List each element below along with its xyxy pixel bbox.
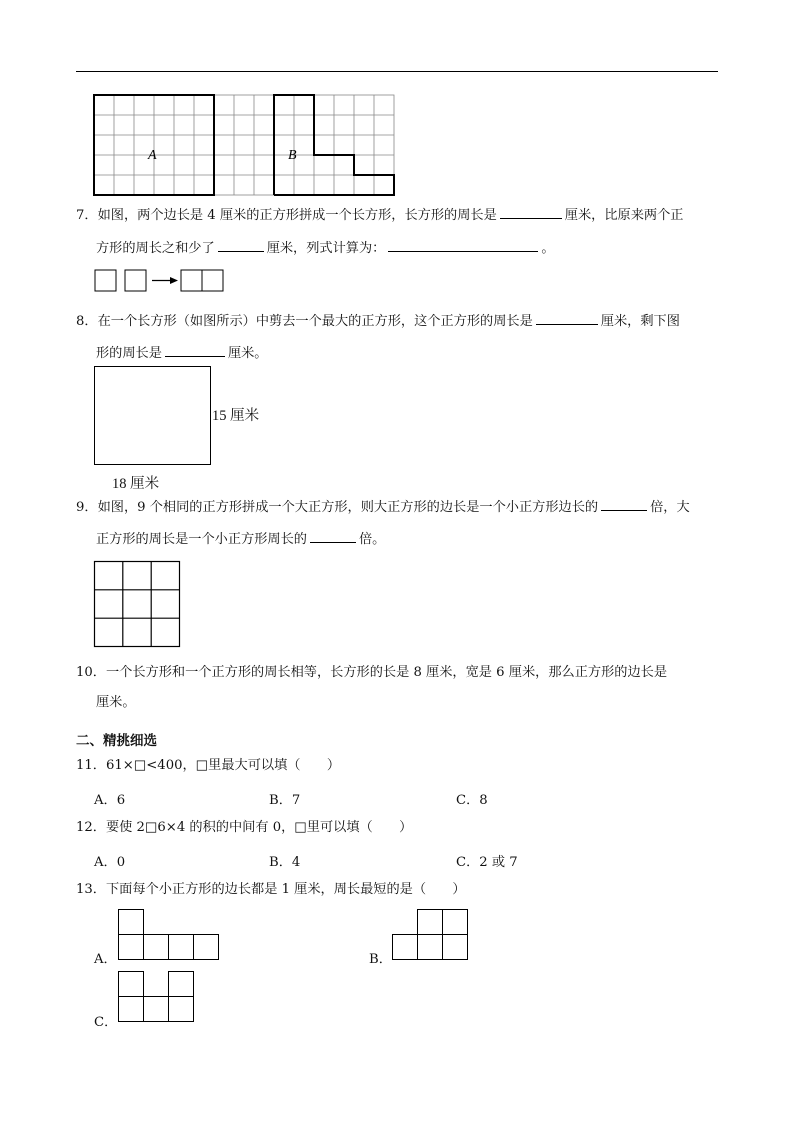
q8-blank-2[interactable] xyxy=(165,343,225,357)
q13-stem: 13．下面每个小正方形的边长都是 1 厘米，周长最短的是（ ） xyxy=(76,882,466,897)
shape-a-label: A xyxy=(148,148,157,163)
q9-blank-1[interactable] xyxy=(601,497,647,511)
q8-blank-1[interactable] xyxy=(536,311,598,325)
q13-shape-b xyxy=(392,909,470,961)
q9-grid-3x3 xyxy=(94,561,182,649)
q7-blank-2[interactable] xyxy=(218,238,264,252)
q8-bottom-label: 18 厘米 xyxy=(112,476,160,492)
q8-line1: 8．在一个长方形（如图所示）中剪去一个最大的正方形，这个正方形的周长是 厘米，剩下图 xyxy=(76,311,680,331)
q12-stem: 12．要使 2□6×4 的积的中间有 0，□里可以填（ ） xyxy=(76,820,413,835)
q7-blank-3[interactable] xyxy=(388,238,538,252)
q12-option-a[interactable]: A．0 xyxy=(94,855,126,870)
q11-option-b[interactable]: B．7 xyxy=(269,793,301,808)
q8-rectangle xyxy=(94,366,211,465)
q7-line2: 方形的周长之和少了 厘米，列式计算为： 。 xyxy=(96,238,555,258)
q13-option-b[interactable]: B． xyxy=(369,952,392,967)
section-title: 二、精挑细选 xyxy=(76,733,157,749)
q13-shape-a xyxy=(118,909,222,961)
arrow-right-icon xyxy=(170,277,178,284)
q12-number: 12． xyxy=(76,820,106,835)
q13-shape-c xyxy=(118,971,196,1023)
q11-option-a[interactable]: A．6 xyxy=(94,793,126,808)
q12-option-b[interactable]: B．4 xyxy=(269,855,301,870)
q10-line2: 厘米。 xyxy=(96,695,136,710)
q9-line1: 9．如图，9 个相同的正方形拼成一个大正方形，则大正方形的边长是一个小正方形边长的 倍，大 xyxy=(76,497,690,517)
q9-blank-2[interactable] xyxy=(310,529,356,543)
q11-stem: 11．61×□<400，□里最大可以填（ ） xyxy=(76,758,341,773)
q13-option-c[interactable]: C． xyxy=(94,1015,118,1030)
q7-squares-figure xyxy=(94,269,226,293)
q8-number: 8． xyxy=(76,314,98,329)
q9-line2: 正方形的周长是一个小正方形周长的 倍。 xyxy=(96,529,385,549)
q11-option-c[interactable]: C．8 xyxy=(456,793,488,808)
q13-number: 13． xyxy=(76,882,106,897)
q11-number: 11． xyxy=(76,758,106,773)
q12-option-c[interactable]: C．2 或 7 xyxy=(456,855,518,870)
q8-line2: 形的周长是 厘米。 xyxy=(96,343,268,363)
header-rule xyxy=(76,71,718,72)
q13-option-a[interactable]: A． xyxy=(94,952,117,967)
q7-blank-1[interactable] xyxy=(500,205,562,219)
grid-figure-ab xyxy=(94,95,396,197)
q10-number: 10． xyxy=(76,665,106,680)
q10-line1: 10．一个长方形和一个正方形的周长相等，长方形的长是 8 厘米，宽是 6 厘米，那么正方形的边长是 xyxy=(76,665,668,680)
q7-line1: 7．如图，两个边长是 4 厘米的正方形拼成一个长方形，长方形的周长是 厘米，比原来两个正 xyxy=(76,205,683,225)
q8-side-label: 15 厘米 xyxy=(212,408,260,424)
shape-b-label: B xyxy=(288,148,297,163)
q9-number: 9． xyxy=(76,500,98,515)
q7-number: 7． xyxy=(76,208,98,223)
